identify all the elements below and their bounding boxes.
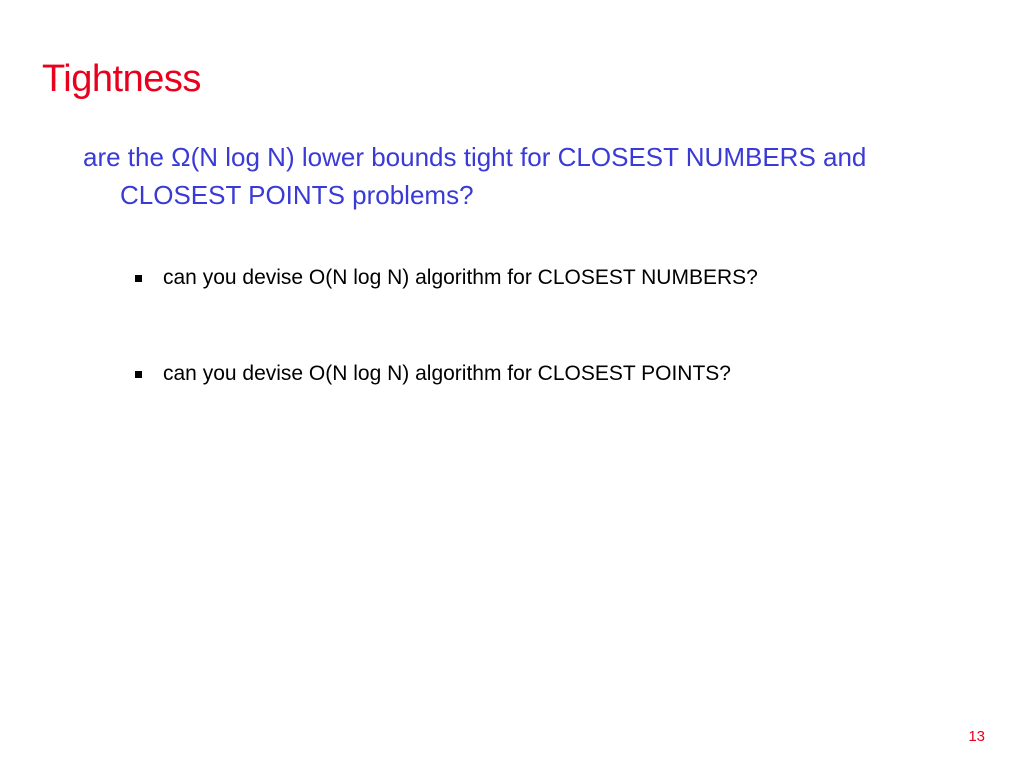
square-bullet-icon <box>135 371 142 378</box>
bullet-text: can you devise O(N log N) algorithm for CLOSEST NUMBERS? <box>163 266 758 289</box>
page-number: 13 <box>968 728 985 745</box>
slide-title: Tightness <box>42 58 201 100</box>
bullet-text: can you devise O(N log N) algorithm for CLOSEST POINTS? <box>163 362 731 385</box>
square-bullet-icon <box>135 275 142 282</box>
bullet-item <box>133 264 758 292</box>
question-text: are the Ω(N log N) lower bounds tight for CLOSEST NUMBERS and CLOSEST POINTS problems? <box>83 142 867 210</box>
bullet-item <box>133 360 731 388</box>
